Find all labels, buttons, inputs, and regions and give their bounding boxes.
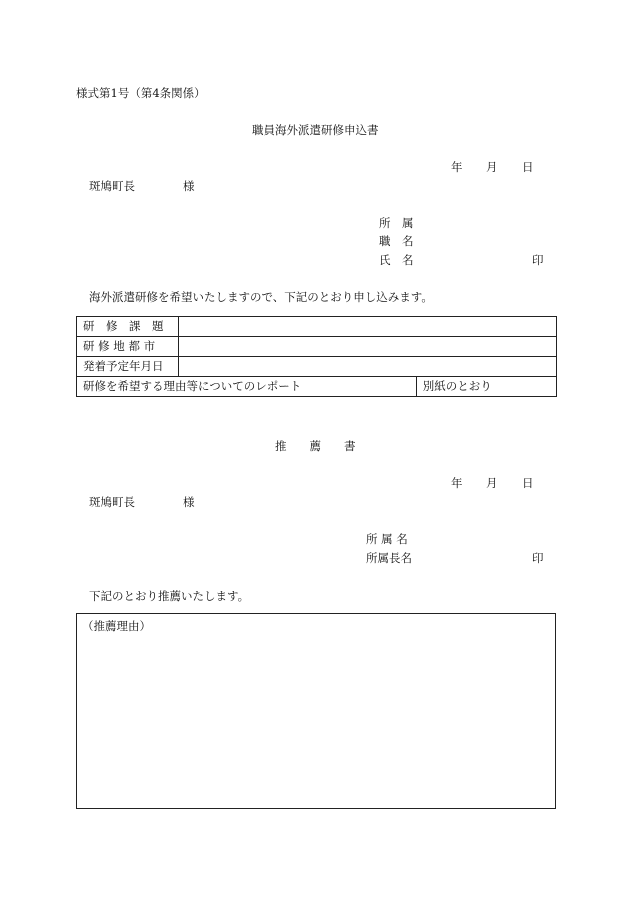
row-label-topic: 研 修 課 題 <box>77 317 179 337</box>
row-label-dates: 発着予定年月日 <box>77 357 179 377</box>
applicant-position-label: 職 名 <box>379 234 414 248</box>
row-value-report: 別紙のとおり <box>416 377 556 397</box>
application-addressee: 斑鳩町長 <box>89 179 135 193</box>
application-date-day: 日 <box>522 160 534 174</box>
applicant-affiliation-label: 所 属 <box>379 216 414 230</box>
recommendation-honorific: 様 <box>183 495 195 509</box>
row-value-dates <box>179 357 557 377</box>
recommendation-reason-box <box>76 613 556 809</box>
application-date-month: 月 <box>486 160 498 174</box>
form-number: 様式第1号（第4条関係） <box>76 86 206 100</box>
row-value-topic <box>179 317 557 337</box>
recommendation-addressee: 斑鳩町長 <box>89 495 135 509</box>
application-title: 職員海外派遣研修申込書 <box>252 123 379 137</box>
recommender-seal: 印 <box>532 551 544 565</box>
table-row <box>77 377 557 397</box>
applicant-seal: 印 <box>532 253 544 267</box>
recommendation-date-year: 年 <box>451 476 463 490</box>
recommendation-statement: 下記のとおり推薦いたします。 <box>89 589 250 603</box>
table-row <box>77 357 557 377</box>
recommendation-reason-label: （推薦理由） <box>82 619 151 633</box>
applicant-name-label: 氏 名 <box>379 253 414 267</box>
recommendation-date-day: 日 <box>522 476 534 490</box>
row-label-city: 研 修 地 都 市 <box>77 337 179 357</box>
recommendation-title: 推 薦 書 <box>275 439 356 453</box>
table-row <box>77 317 557 337</box>
recommender-head-label: 所属長名 <box>366 551 412 565</box>
table-row <box>77 337 557 357</box>
application-table <box>76 316 557 397</box>
application-statement: 海外派遣研修を希望いたしますので、下記のとおり申し込みます。 <box>89 290 433 304</box>
application-date-year: 年 <box>451 160 463 174</box>
recommendation-date-month: 月 <box>486 476 498 490</box>
row-label-report: 研修を希望する理由等についてのレポート <box>77 377 417 397</box>
row-value-city <box>179 337 557 357</box>
recommender-affiliation-label: 所 属 名 <box>366 532 408 546</box>
application-honorific: 様 <box>183 179 195 193</box>
